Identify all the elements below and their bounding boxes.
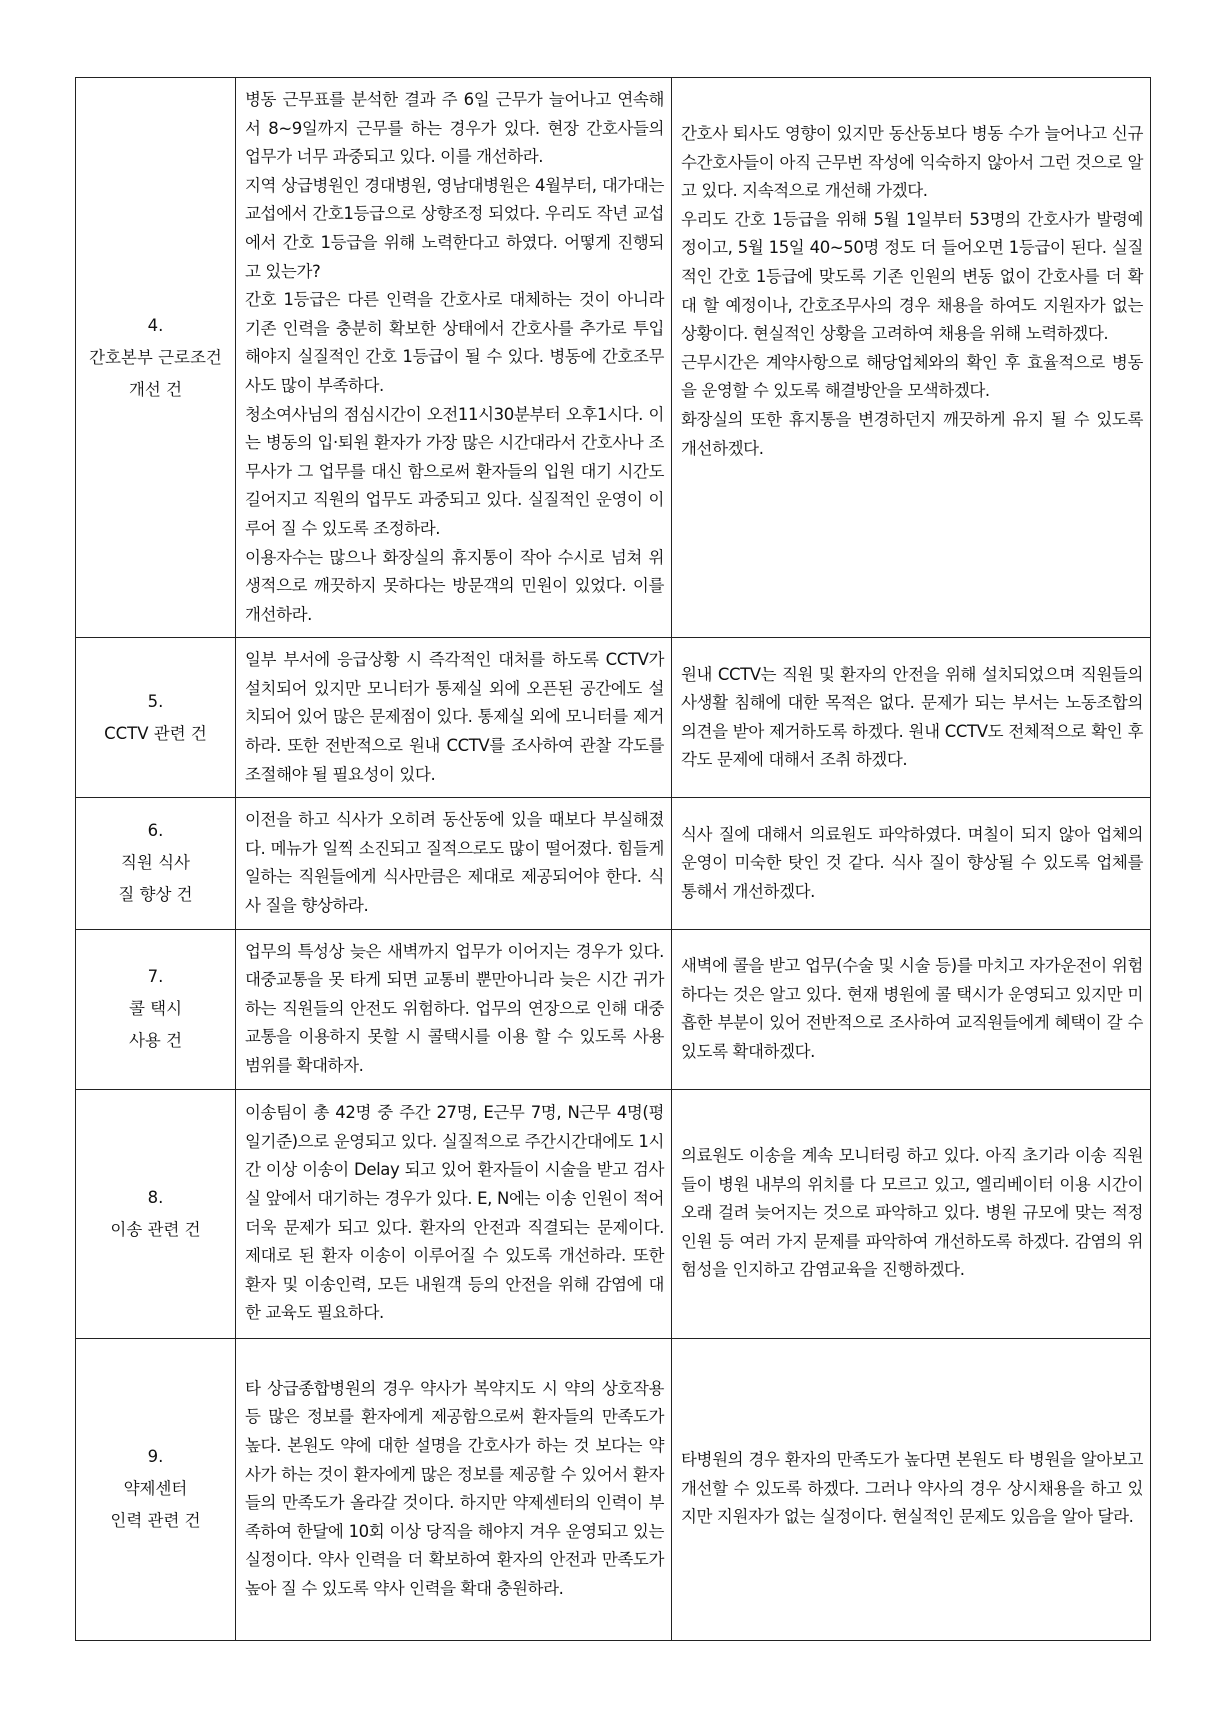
reply-paragraph: 근무시간은 계약사항으로 해당업체와의 확인 후 효율적으로 병동을 운영할 수 있도록 해결방안을 모색하겠다.	[681, 352, 1143, 401]
demand-cell	[236, 638, 672, 798]
reply-paragraph: 타병원의 경우 환자의 만족도가 높다면 본원도 타 병원을 알아보고 개선할 수 있도록 하겠다. 그러나 약사의 경우 상시채용을 하고 있지만 지원자가 없는 실정이다. 현실적인 문제도 있음을 알아 달라.	[681, 1450, 1143, 1527]
topic-cell	[76, 798, 236, 929]
reply-cell	[672, 1089, 1151, 1338]
reply-paragraph: 원내 CCTV는 직원 및 환자의 안전을 위해 설치되었으며 직원들의 사생활 침해에 대한 목적은 없다. 문제가 되는 부서는 노동조합의 의견을 받아 제거하도록 하겠다. 원내 CCTV도 전체적으로 확인 후 각도 문제에 대해서 조취 하겠다.	[681, 664, 1143, 770]
topic-title: CCTV 관련 건	[104, 723, 207, 743]
demand-paragraph: 간호 1등급은 다른 인력을 간호사로 대체하는 것이 아니라 기존 인력을 충분히 확보한 상태에서 간호사를 추가로 투입해야지 실질적인 간호 1등급이 될 수 있다. 병동에 간호조무사도 많이 부족하다.	[245, 290, 664, 395]
topic-cell	[76, 78, 236, 638]
table-row	[76, 1338, 1151, 1640]
demand-paragraph: 타 상급종합병원의 경우 약사가 복약지도 시 약의 상호작용 등 많은 정보를 환자에게 제공함으로써 환자들의 만족도가 높다. 본원도 약에 대한 설명을 간호사가 하는 것 보다는 약사가 하는 것이 환자에게 많은 정보를 제공할 수 있어서 환자들의 만족도가 올라갈 것이다. 하지만 약제센터의 인력이 부족하여 한달에 10회 이상 당직을 해야지 겨우 운영되고 있는 실정이다. 약사 인력을 더 확보하여 환자의 안전과 만족도가 높아 질 수 있도록 약사 인력을 확대 충원하라.	[245, 1378, 664, 1598]
reply-paragraph: 간호사 퇴사도 영향이 있지만 동산동보다 병동 수가 늘어나고 신규 수간호사들이 아직 근무번 작성에 익숙하지 않아서 그런 것으로 알고 있다. 지속적으로 개선해 가겠다.	[681, 124, 1143, 201]
negotiation-table	[75, 77, 1151, 1641]
topic-title: 약제센터	[123, 1479, 188, 1499]
topic-number: 7.	[147, 967, 164, 987]
reply-cell	[672, 929, 1151, 1089]
topic-title: 직원 식사	[120, 853, 190, 873]
demand-cell	[236, 1338, 672, 1640]
reply-paragraph: 화장실의 또한 휴지통을 변경하던지 깨끗하게 유지 될 수 있도록 개선하겠다.	[681, 409, 1143, 458]
topic-cell	[76, 638, 236, 798]
topic-cell	[76, 1338, 236, 1640]
topic-title: 간호본부 근로조건	[89, 347, 222, 367]
topic-title: 이송 관련 건	[110, 1219, 201, 1239]
demand-paragraph: 병동 근무표를 분석한 결과 주 6일 근무가 늘어나고 연속해서 8~9일까지 근무를 하는 경우가 있다. 현장 간호사들의 업무가 너무 과중되고 있다. 이를 개선하라.	[245, 90, 664, 167]
reply-paragraph: 의료원도 이송을 계속 모니터링 하고 있다. 아직 초기라 이송 직원들이 병원 내부의 위치를 다 모르고 있고, 엘리베이터 이용 시간이 오래 걸려 늦어지는 것으로 파악하고 있다. 병원 규모에 맞는 적정인원 등 여러 가지 문제를 파악하여 개선하도록 하겠다. 감염의 위험성을 인지하고 감염교육을 진행하겠다.	[681, 1146, 1143, 1280]
reply-paragraph: 새벽에 콜을 받고 업무(수술 및 시술 등)를 마치고 자가운전이 위험하다는 것은 알고 있다. 현재 병원에 콜 택시가 운영되고 있지만 미흡한 부분이 있어 전반적으로 조사하여 교직원들에게 혜택이 갈 수 있도록 확대하겠다.	[681, 955, 1143, 1061]
topic-number: 4.	[147, 315, 164, 335]
negotiation-table-page	[75, 77, 1150, 1641]
demand-paragraph: 업무의 특성상 늦은 새벽까지 업무가 이어지는 경우가 있다. 대중교통을 못 타게 되면 교통비 뿐만아니라 늦은 시간 귀가하는 직원들의 안전도 위험하다. 업무의 연장으로 인해 대중교통을 이용하지 못할 시 콜택시를 이용 할 수 있도록 사용 범위를 확대하자.	[245, 941, 664, 1075]
reply-cell	[672, 1338, 1151, 1640]
demand-paragraph: 이전을 하고 식사가 오히려 동산동에 있을 때보다 부실해졌다. 메뉴가 일찍 소진되고 질적으로도 많이 떨어졌다. 힘들게 일하는 직원들에게 식사만큼은 제대로 제공되어야 한다. 식사 질을 향상하라.	[245, 810, 664, 916]
topic-title: 인력 관련 건	[110, 1511, 201, 1531]
reply-cell	[672, 798, 1151, 929]
table-row	[76, 1089, 1151, 1338]
demand-paragraph: 청소여사님의 점심시간이 오전11시30분부터 오후1시다. 이는 병동의 입·퇴원 환자가 가장 많은 시간대라서 간호사나 조무사가 그 업무를 대신 함으로써 환자들의 입원 대기 시간도 길어지고 직원의 업무도 과중되고 있다. 실질적인 운영이 이루어 질 수 있도록 조정하라.	[245, 404, 664, 538]
topic-cell	[76, 1089, 236, 1338]
table-row	[76, 638, 1151, 798]
demand-cell	[236, 929, 672, 1089]
demand-cell	[236, 1089, 672, 1338]
topic-number: 6.	[147, 821, 164, 841]
demand-paragraph: 이송팀이 총 42명 중 주간 27명, E근무 7명, N근무 4명(평일기준)으로 운영되고 있다. 실질적으로 주간시간대에도 1시간 이상 이송이 Delay 되고 있어 환자들이 시술을 받고 검사실 앞에서 대기하는 경우가 있다. E, N에는 이송 인원이 적어 더욱 문제가 되고 있다. 환자의 안전과 직결되는 문제이다. 제대로 된 환자 이송이 이루어질 수 있도록 개선하라. 또한 환자 및 이송인력, 모든 내원객 등의 안전을 위해 감염에 대한 교육도 필요하다.	[245, 1103, 664, 1323]
demand-paragraph: 일부 부서에 응급상황 시 즉각적인 대처를 하도록 CCTV가 설치되어 있지만 모니터가 통제실 외에 오픈된 공간에도 설치되어 있어 많은 문제점이 있다. 통제실 외에 모니터를 제거하라. 또한 전반적으로 원내 CCTV를 조사하여 관찰 각도를 조절해야 될 필요성이 있다.	[245, 650, 664, 784]
topic-title: 개선 건	[128, 379, 183, 399]
topic-title: 콜 택시	[128, 999, 183, 1019]
demand-cell	[236, 798, 672, 929]
demand-paragraph: 지역 상급병원인 경대병원, 영남대병원은 4월부터, 대가대는 교섭에서 간호1등급으로 상향조정 되었다. 우리도 작년 교섭에서 간호 1등급을 위해 노력한다고 하였다. 어떻게 진행되고 있는가?	[245, 175, 664, 281]
reply-paragraph: 우리도 간호 1등급을 위해 5월 1일부터 53명의 간호사가 발령예정이고, 5월 15일 40~50명 정도 더 들어오면 1등급이 된다. 실질적인 간호 1등급에 맞도록 기존 인원의 변동 없이 간호사를 더 확대 할 예정이나, 간호조무사의 경우 채용을 하여도 지원자가 없는 상황이다. 현실적인 상황을 고려하여 채용을 위해 노력하겠다.	[681, 209, 1143, 344]
table-row	[76, 929, 1151, 1089]
topic-cell	[76, 929, 236, 1089]
demand-cell	[236, 78, 672, 638]
demand-paragraph: 이용자수는 많으나 화장실의 휴지통이 작아 수시로 넘쳐 위생적으로 깨끗하지 못하다는 방문객의 민원이 있었다. 이를 개선하라.	[245, 547, 664, 624]
topic-title: 사용 건	[128, 1031, 183, 1051]
reply-cell	[672, 78, 1151, 638]
table-row	[76, 798, 1151, 929]
table-row	[76, 78, 1151, 638]
reply-paragraph: 식사 질에 대해서 의료원도 파악하였다. 며칠이 되지 않아 업체의 운영이 미숙한 탓인 것 같다. 식사 질이 향상될 수 있도록 업체를 통해서 개선하겠다.	[681, 824, 1143, 901]
topic-number: 9.	[147, 1447, 164, 1467]
topic-number: 5.	[147, 691, 164, 711]
reply-cell	[672, 638, 1151, 798]
topic-title: 질 향상 건	[118, 885, 193, 905]
topic-number: 8.	[147, 1187, 164, 1207]
